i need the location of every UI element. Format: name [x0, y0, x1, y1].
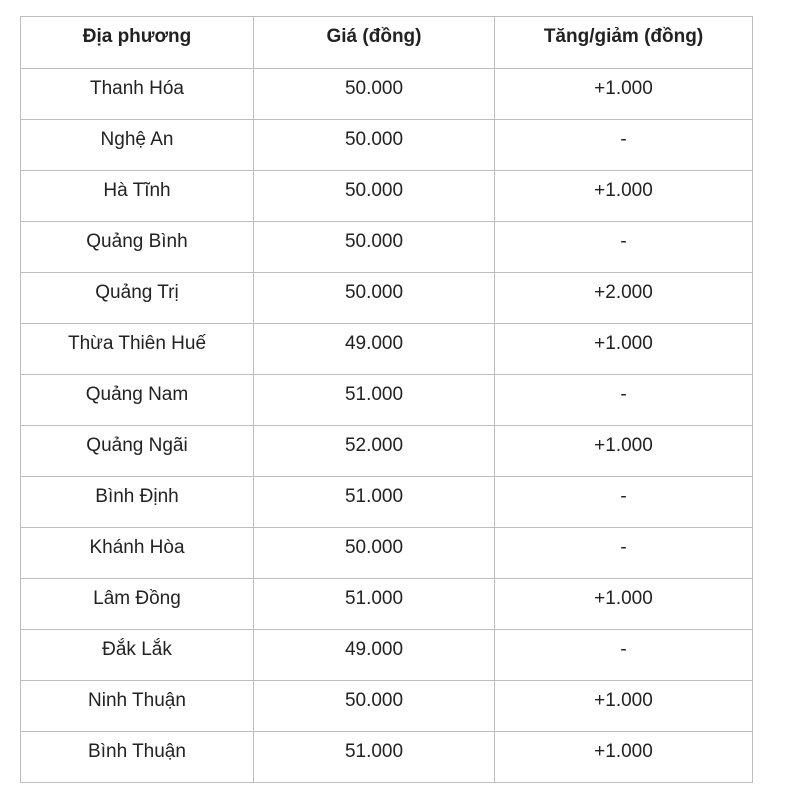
price-cell: 50.000: [254, 171, 495, 222]
region-cell: Thanh Hóa: [21, 69, 254, 120]
price-cell: 50.000: [254, 528, 495, 579]
region-cell: Bình Thuận: [21, 732, 254, 783]
change-cell: -: [495, 375, 753, 426]
change-cell: -: [495, 477, 753, 528]
price-cell: 50.000: [254, 681, 495, 732]
region-cell: Bình Định: [21, 477, 254, 528]
table-header-row: [21, 17, 753, 69]
change-cell: +1.000: [495, 579, 753, 630]
table-row: [21, 375, 753, 426]
table-row: [21, 69, 753, 120]
region-cell: Ninh Thuận: [21, 681, 254, 732]
price-cell: 50.000: [254, 69, 495, 120]
table-row: [21, 222, 753, 273]
table-row: [21, 528, 753, 579]
table-row: [21, 477, 753, 528]
region-cell: Nghệ An: [21, 120, 254, 171]
change-cell: +1.000: [495, 732, 753, 783]
change-cell: +2.000: [495, 273, 753, 324]
change-cell: -: [495, 222, 753, 273]
price-cell: 49.000: [254, 324, 495, 375]
region-cell: Đắk Lắk: [21, 630, 254, 681]
region-cell: Lâm Đồng: [21, 579, 254, 630]
price-cell: 51.000: [254, 732, 495, 783]
table-row: [21, 120, 753, 171]
price-cell: 51.000: [254, 579, 495, 630]
table-row: [21, 324, 753, 375]
change-cell: +1.000: [495, 426, 753, 477]
region-cell: Khánh Hòa: [21, 528, 254, 579]
table-row: [21, 273, 753, 324]
region-cell: Quảng Bình: [21, 222, 254, 273]
price-cell: 51.000: [254, 375, 495, 426]
table-row: [21, 732, 753, 783]
change-cell: -: [495, 120, 753, 171]
price-cell: 49.000: [254, 630, 495, 681]
price-cell: 50.000: [254, 120, 495, 171]
table-row: [21, 426, 753, 477]
header-price: Giá (đồng): [254, 17, 495, 69]
price-cell: 50.000: [254, 222, 495, 273]
change-cell: +1.000: [495, 171, 753, 222]
price-table: [20, 16, 753, 783]
price-cell: 50.000: [254, 273, 495, 324]
change-cell: -: [495, 528, 753, 579]
table-row: [21, 171, 753, 222]
header-change: Tăng/giảm (đồng): [495, 17, 753, 69]
price-cell: 52.000: [254, 426, 495, 477]
table-row: [21, 579, 753, 630]
region-cell: Hà Tĩnh: [21, 171, 254, 222]
region-cell: Thừa Thiên Huế: [21, 324, 254, 375]
header-region: Địa phương: [21, 17, 254, 69]
change-cell: +1.000: [495, 69, 753, 120]
region-cell: Quảng Ngãi: [21, 426, 254, 477]
table-row: [21, 681, 753, 732]
price-cell: 51.000: [254, 477, 495, 528]
change-cell: +1.000: [495, 324, 753, 375]
change-cell: -: [495, 630, 753, 681]
region-cell: Quảng Trị: [21, 273, 254, 324]
change-cell: +1.000: [495, 681, 753, 732]
region-cell: Quảng Nam: [21, 375, 254, 426]
table-row: [21, 630, 753, 681]
